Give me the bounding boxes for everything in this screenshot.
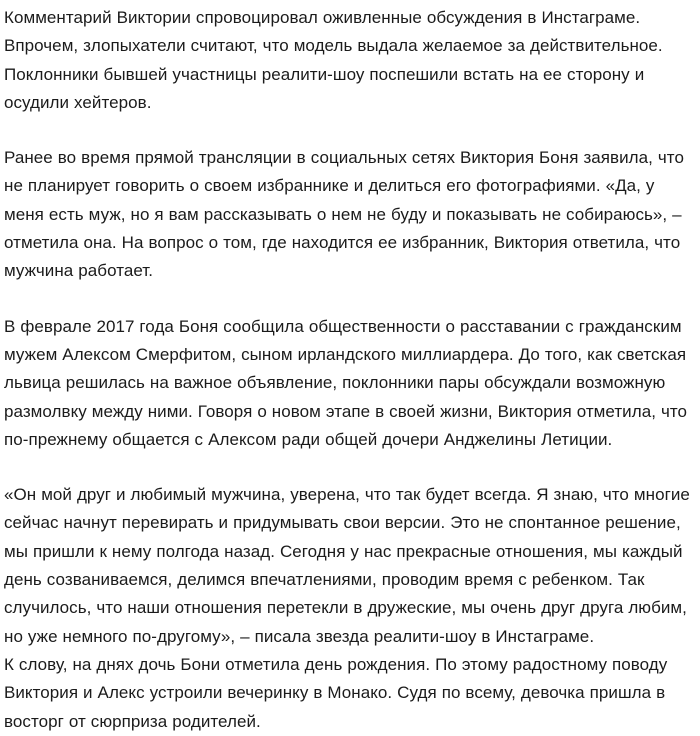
- article-paragraph-2: Ранее во время прямой трансляции в социальных сетях Виктория Боня заявила, что не планирует говорить о своем избраннике и делиться его фотографиями. «Да, у меня есть муж, но я вам рассказывать о нем не буду и показывать не собираюсь», – отметила она. На вопрос о том, где находится ее избранник, Виктория ответила, что мужчина работает.: [4, 148, 684, 281]
- article-paragraph-1: Комментарий Виктории спровоцировал оживленные обсуждения в Инстаграме. Впрочем, злопыхатели считают, что модель выдала желаемое за действительное. Поклонники бывшей участницы реалити-шоу поспешили встать на ее сторону и осудили хейтеров.: [4, 8, 663, 112]
- article-paragraph-5: К слову, на днях дочь Бони отметила день рождения. По этому радостному поводу Виктория и Алекс устроили вечеринку в Монако. Судя по всему, девочка пришла в восторг от сюрприза родителей.: [4, 654, 668, 731]
- article-paragraph-4-quote: «Он мой друг и любимый мужчина, уверена, что так будет всегда. Я знаю, что многие сейчас начнут перевирать и придумывать свои версии. Это не спонтанное решение, мы пришли к нему полгода назад. Сегодня у нас прекрасные отношения, мы каждый день созваниваемся, делимся впечатлениями, проводим время с ребенком. Так случилось, что наши отношения перетекли в дружеские, мы очень друг друга любим, но уже немного по-другому», – писала звезда реалити-шоу в Инстаграме.: [4, 485, 690, 646]
- article-paragraph-3: В феврале 2017 года Боня сообщила общественности о расставании с гражданским мужем Алексом Смерфитом, сыном ирландского миллиардера. До того, как светская львица решилась на важное объявление, поклонники пары обсуждали возможную размолвку между ними. Говоря о новом этапе в своей жизни, Виктория отметила, что по-прежнему общается с Алексом ради общей дочери Анджелины Летиции.: [4, 316, 687, 449]
